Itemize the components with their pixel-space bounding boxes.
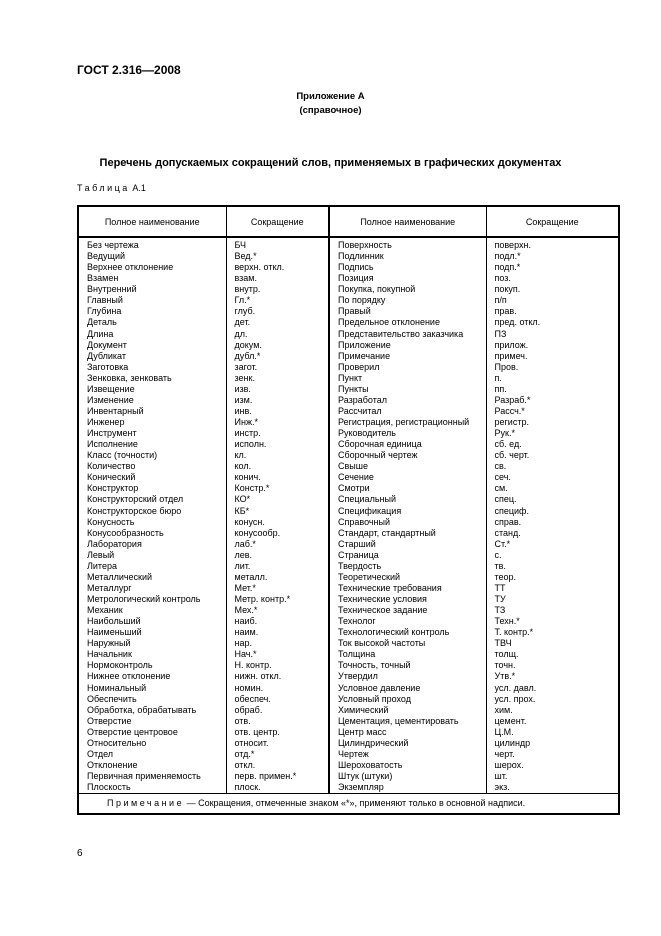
abbreviation-cell-left: конич. [226, 472, 329, 483]
abbreviation-cell-left: исполн. [226, 439, 329, 450]
abbreviation-cell-left: лаб.* [226, 539, 329, 550]
abbreviation-cell-right: п. [486, 373, 619, 384]
full-name-cell-left: Обеспечить [87, 693, 137, 704]
table-caption-word: Таблица [77, 183, 130, 193]
full-name-cell-right: Справочный [329, 517, 486, 528]
header-abbreviation-left: Сокращение [226, 206, 329, 237]
full-name-cell-left: Номинальный [87, 682, 147, 693]
table-row [78, 738, 619, 749]
table-row [78, 517, 619, 528]
full-name-cell-left: Левый [87, 549, 115, 560]
abbreviation-cell-left: КО* [226, 494, 329, 505]
full-name-cell-right: Техническое задание [329, 605, 486, 616]
abbreviation-cell-left: отв. [226, 716, 329, 727]
table-row [78, 494, 619, 505]
full-name-cell-left: Взамен [87, 273, 119, 284]
abbreviation-cell-right: п/п [486, 295, 619, 306]
abbreviation-cell-right: экз. [486, 782, 619, 794]
abbreviation-cell-left: Гл.* [226, 295, 329, 306]
table-row [78, 694, 619, 705]
abbreviation-cell-right: св. [486, 461, 619, 472]
note-label: Примечание [107, 798, 185, 809]
abbreviation-cell-right: подп.* [486, 262, 619, 273]
table-row [78, 605, 619, 616]
table-row [78, 306, 619, 317]
abbrev-table-body [78, 237, 619, 794]
full-name-cell-left: Верхнее отклонение [87, 262, 174, 273]
full-name-cell-left: Нижнее отклонение [87, 671, 171, 682]
full-name-cell-right: Точность, точный [329, 660, 486, 671]
abbreviation-cell-left: обеспеч. [226, 694, 329, 705]
header-full-name-left: Полное наименование [78, 206, 226, 237]
full-name-cell-left: Дубликат [87, 350, 126, 361]
table-row [78, 284, 619, 295]
abbreviation-cell-left: Вед.* [226, 251, 329, 262]
table-row [78, 340, 619, 351]
table-row [78, 594, 619, 605]
full-name-cell-right: Твердость [329, 561, 486, 572]
full-name-cell-right: Химический [329, 705, 486, 716]
full-name-cell-left: Класс (точности) [87, 450, 158, 461]
abbreviation-cell-left: кол. [226, 461, 329, 472]
abbreviation-cell-right: см. [486, 483, 619, 494]
abbreviation-cell-right: справ. [486, 517, 619, 528]
table-footer [78, 794, 619, 814]
full-name-cell-right: Регистрация, регистрационный [329, 417, 486, 428]
full-name-cell-left: Документ [87, 339, 127, 350]
abbreviation-cell-left: отд.* [226, 749, 329, 760]
abbreviation-cell-right: станд. [486, 528, 619, 539]
abbreviation-cell-left: внутр. [226, 284, 329, 295]
abbreviation-cell-left: плоск. [226, 782, 329, 794]
table-row [78, 317, 619, 328]
abbreviation-cell-left: глуб. [226, 306, 329, 317]
full-name-cell-right: Теоретический [329, 572, 486, 583]
full-name-cell-right: Предельное отклонение [329, 317, 486, 328]
table-row [78, 329, 619, 340]
full-name-cell-right: Центр масс [329, 727, 486, 738]
abbreviation-cell-right: Утв.* [486, 671, 619, 682]
full-name-cell-left: Конструкторское бюро [87, 505, 182, 516]
abbreviation-cell-right: шерох. [486, 760, 619, 771]
full-name-cell-left: Конусность [87, 516, 135, 527]
abbreviation-cell-right: поз. [486, 273, 619, 284]
full-name-cell-right: Подлинник [329, 251, 486, 262]
full-name-cell-left: Наименьший [87, 627, 142, 638]
full-name-cell-right: Поверхность [329, 237, 486, 251]
full-name-cell-right: По порядку [329, 295, 486, 306]
abbreviation-cell-left: изв. [226, 384, 329, 395]
abbreviation-cell-left: докум. [226, 340, 329, 351]
header-full-name-right: Полное наименование [329, 206, 486, 237]
full-name-cell-right: Представительство заказчика [329, 329, 486, 340]
full-name-cell-right: Разработал [329, 395, 486, 406]
table-row [78, 760, 619, 771]
full-name-cell-right: Страница [329, 550, 486, 561]
table-row [78, 583, 619, 594]
abbreviation-cell-right: Техн.* [486, 616, 619, 627]
full-name-cell-left: Внутренний [87, 284, 137, 295]
table-row [78, 705, 619, 716]
abbreviation-cell-right: поверхн. [486, 237, 619, 251]
full-name-cell-left: Изменение [87, 394, 134, 405]
abbreviation-cell-right: точн. [486, 660, 619, 671]
abbreviation-cell-right: черт. [486, 749, 619, 760]
full-name-cell-left: Количество [87, 461, 136, 472]
full-name-cell-left: Деталь [87, 317, 117, 328]
full-name-cell-right: Правый [329, 306, 486, 317]
abbreviation-cell-left: изм. [226, 395, 329, 406]
abbreviation-cell-left: нар. [226, 638, 329, 649]
abbreviation-cell-right: усл. давл. [486, 683, 619, 694]
annex-subtitle: (справочное) [299, 105, 362, 116]
full-name-cell-right: Покупка, покупной [329, 284, 486, 295]
full-name-cell-right: Приложение [329, 340, 486, 351]
full-name-cell-left: Лаборатория [87, 538, 142, 549]
full-name-cell-right: Технические требования [329, 583, 486, 594]
abbreviation-cell-left: относит. [226, 738, 329, 749]
full-name-cell-left: Длина [87, 328, 114, 339]
full-name-cell-right: Ток высокой частоты [329, 638, 486, 649]
table-row [78, 572, 619, 583]
full-name-cell-left: Зенковка, зенковать [87, 372, 172, 383]
full-name-cell-right: Чертеж [329, 749, 486, 760]
full-name-cell-left: Отверстие [87, 715, 132, 726]
abbreviation-cell-left: инстр. [226, 428, 329, 439]
abbreviation-cell-left: Мех.* [226, 605, 329, 616]
abbreviation-cell-left: наим. [226, 627, 329, 638]
abbreviation-cell-right: регистр. [486, 417, 619, 428]
table-row [78, 262, 619, 273]
abbreviation-cell-right: Ст.* [486, 539, 619, 550]
table-row [78, 461, 619, 472]
full-name-cell-left: Без чертежа [87, 240, 139, 250]
abbreviation-cell-right: хим. [486, 705, 619, 716]
abbreviation-cell-right: ТТ [486, 583, 619, 594]
full-name-cell-right: Условный проход [329, 694, 486, 705]
full-name-cell-right: Руководитель [329, 428, 486, 439]
table-row [78, 406, 619, 417]
full-name-cell-left: Конический [87, 472, 136, 483]
table-caption [77, 183, 146, 193]
abbreviation-cell-right: прилож. [486, 340, 619, 351]
annex-title: Приложение А [296, 91, 365, 102]
abbreviation-cell-left: наиб. [226, 616, 329, 627]
full-name-cell-right: Стандарт, стандартный [329, 528, 486, 539]
full-name-cell-left: Исполнение [87, 439, 138, 450]
abbreviation-cell-left: инв. [226, 406, 329, 417]
table-row [78, 439, 619, 450]
abbreviation-cell-right: цилиндр [486, 738, 619, 749]
abbreviation-cell-left: Метр. контр.* [226, 594, 329, 605]
abbreviation-cell-left: Мет.* [226, 583, 329, 594]
abbreviation-cell-right: толщ. [486, 649, 619, 660]
abbreviation-cell-left: номин. [226, 683, 329, 694]
full-name-cell-left: Ведущий [87, 251, 126, 262]
full-name-cell-right: Проверил [329, 362, 486, 373]
full-name-cell-left: Относительно [87, 737, 147, 748]
full-name-cell-right: Смотри [329, 483, 486, 494]
full-name-cell-right: Технолог [329, 616, 486, 627]
full-name-cell-right: Утвердил [329, 671, 486, 682]
table-row [78, 506, 619, 517]
full-name-cell-left: Инвентарный [87, 405, 144, 416]
table-note [78, 794, 619, 814]
abbreviation-cell-left: откл. [226, 760, 329, 771]
abbreviation-cell-right: ТЗ [486, 605, 619, 616]
abbreviation-cell-left: перв. примен.* [226, 771, 329, 782]
full-name-cell-left: Первичная применяемость [87, 771, 201, 781]
abbreviation-cell-left: загот. [226, 362, 329, 373]
abbreviation-cell-right: шт. [486, 771, 619, 782]
abbreviation-cell-left: нижн. откл. [226, 671, 329, 682]
table-row [78, 273, 619, 284]
abbreviation-cell-right: подл.* [486, 251, 619, 262]
table-row [78, 472, 619, 483]
full-name-cell-left: Главный [87, 295, 123, 306]
abbreviation-cell-right: усл. прох. [486, 694, 619, 705]
full-name-cell-left: Отверстие центровое [87, 726, 178, 737]
full-name-cell-left: Металлург [87, 582, 132, 593]
table-row [78, 638, 619, 649]
abbreviation-cell-right: примеч. [486, 351, 619, 362]
abbreviation-cell-right: ПЗ [486, 329, 619, 340]
abbreviation-cell-left: металл. [226, 572, 329, 583]
full-name-cell-left: Метрологический контроль [87, 594, 201, 604]
abbreviation-cell-right: Рук.* [486, 428, 619, 439]
full-name-cell-left: Отдел [87, 748, 114, 759]
abbreviation-cell-right: прав. [486, 306, 619, 317]
abbreviation-cell-right: Рассч.* [486, 406, 619, 417]
abbreviation-cell-right: пред. откл. [486, 317, 619, 328]
full-name-cell-left: Конструктор [87, 483, 139, 494]
full-name-cell-right: Подпись [329, 262, 486, 273]
full-name-cell-right: Сборочная единица [329, 439, 486, 450]
full-name-cell-right: Технологический контроль [329, 627, 486, 638]
table-row [78, 417, 619, 428]
abbreviation-cell-right: Разраб.* [486, 395, 619, 406]
abbreviation-cell-right: тв. [486, 561, 619, 572]
full-name-cell-right: Цементация, цементировать [329, 716, 486, 727]
full-name-cell-right: Цилиндрический [329, 738, 486, 749]
table-row [78, 362, 619, 373]
full-name-cell-left: Начальник [87, 649, 132, 660]
abbreviation-cell-left: отв. центр. [226, 727, 329, 738]
full-name-cell-right: Штук (штуки) [329, 771, 486, 782]
table-row [78, 539, 619, 550]
table-row [78, 649, 619, 660]
table-row [78, 450, 619, 461]
abbreviation-cell-right: цемент. [486, 716, 619, 727]
full-name-cell-left: Отклонение [87, 759, 138, 770]
full-name-cell-left: Заготовка [87, 361, 129, 372]
abbreviation-cell-left: кл. [226, 450, 329, 461]
abbreviation-cell-left: Инж.* [226, 417, 329, 428]
header-abbreviation-right: Сокращение [486, 206, 619, 237]
abbreviation-cell-right: Т. контр.* [486, 627, 619, 638]
table-row [78, 749, 619, 760]
full-name-cell-right: Шероховатость [329, 760, 486, 771]
abbreviation-cell-left: конусообр. [226, 528, 329, 539]
table-row [78, 771, 619, 782]
full-name-cell-right: Позиция [329, 273, 486, 284]
table-row [78, 727, 619, 738]
page-title: Перечень допускаемых сокращений слов, применяемых в графических документах [99, 157, 562, 169]
full-name-cell-left: Нормоконтроль [87, 660, 153, 671]
table-header [78, 206, 619, 237]
full-name-cell-right: Свыше [329, 461, 486, 472]
table-row [78, 295, 619, 306]
abbreviation-cell-right: сб. ед. [486, 439, 619, 450]
table-row [78, 716, 619, 727]
abbreviation-cell-left: обраб. [226, 705, 329, 716]
abbreviation-cell-right: спец. [486, 494, 619, 505]
abbreviation-cell-right: пп. [486, 384, 619, 395]
abbreviation-cell-right: сб. черт. [486, 450, 619, 461]
table-header-row [78, 206, 619, 237]
abbreviation-cell-right: специф. [486, 506, 619, 517]
full-name-cell-left: Наружный [87, 638, 131, 649]
table-row [78, 528, 619, 539]
abbreviations-table [77, 205, 620, 815]
table-row [78, 351, 619, 362]
abbreviation-cell-left: взам. [226, 273, 329, 284]
full-name-cell-right: Условное давление [329, 683, 486, 694]
full-name-cell-right: Сборочный чертеж [329, 450, 486, 461]
table-row [78, 550, 619, 561]
abbreviation-cell-right: покуп. [486, 284, 619, 295]
full-name-cell-left: Плоскость [87, 782, 131, 793]
abbreviation-cell-right: ТУ [486, 594, 619, 605]
abbreviation-cell-left: конусн. [226, 517, 329, 528]
table-row [78, 671, 619, 682]
abbreviation-cell-left: лит. [226, 561, 329, 572]
table-row [78, 251, 619, 262]
abbreviation-cell-right: Ц.М. [486, 727, 619, 738]
full-name-cell-right: Сечение [329, 472, 486, 483]
table-row [78, 660, 619, 671]
full-name-cell-left: Инженер [87, 417, 125, 427]
abbreviation-cell-right: сеч. [486, 472, 619, 483]
table-row [78, 616, 619, 627]
full-name-cell-left: Глубина [87, 306, 122, 317]
standard-code: ГОСТ 2.316—2008 [77, 63, 181, 77]
full-name-cell-left: Конусообразность [87, 527, 164, 538]
abbreviation-cell-right: теор. [486, 572, 619, 583]
note-row [78, 794, 619, 814]
full-name-cell-right: Пункты [329, 384, 486, 395]
full-name-cell-right: Специальный [329, 494, 486, 505]
full-name-cell-left: Механик [87, 605, 123, 616]
full-name-cell-left: Наибольший [87, 616, 141, 627]
abbreviation-cell-left: дет. [226, 317, 329, 328]
full-name-cell-right: Старший [329, 539, 486, 550]
table-row [78, 483, 619, 494]
table-row [78, 395, 619, 406]
full-name-cell-left: Конструкторский отдел [87, 494, 184, 505]
full-name-cell-right: Технические условия [329, 594, 486, 605]
full-name-cell-right: Экземпляр [329, 782, 486, 794]
abbreviation-cell-left: Констр.* [226, 483, 329, 494]
abbreviation-cell-left: дл. [226, 329, 329, 340]
abbreviation-cell-left: лев. [226, 550, 329, 561]
full-name-cell-right: Толщина [329, 649, 486, 660]
full-name-cell-left: Металлический [87, 571, 153, 582]
full-name-cell-right: Спецификация [329, 506, 486, 517]
abbreviation-cell-left: Нач.* [226, 649, 329, 660]
table-row [78, 561, 619, 572]
note-text: — Сокращения, отмеченные знаком «*», применяют только в основной надписи. [186, 798, 526, 809]
table-row [78, 373, 619, 384]
full-name-cell-right: Примечание [329, 351, 486, 362]
full-name-cell-right: Рассчитал [329, 406, 486, 417]
page-number: 6 [77, 848, 83, 859]
table-row [78, 782, 619, 794]
abbreviation-cell-right: ТВЧ [486, 638, 619, 649]
table-row [78, 237, 619, 251]
full-name-cell-left: Обработка, обрабатывать [87, 704, 197, 715]
table-row [78, 683, 619, 694]
abbreviation-cell-left: зенк. [226, 373, 329, 384]
full-name-cell-right: Пункт [329, 373, 486, 384]
abbreviation-cell-left: Н. контр. [226, 660, 329, 671]
abbreviation-cell-right: Пров. [486, 362, 619, 373]
abbreviation-cell-left: КБ* [226, 506, 329, 517]
abbreviation-cell-right: с. [486, 550, 619, 561]
abbreviation-cell-left: БЧ [226, 237, 329, 251]
full-name-cell-left: Извещение [87, 383, 135, 394]
table-row [78, 627, 619, 638]
full-name-cell-left: Литера [87, 560, 117, 571]
abbreviation-cell-left: дубл.* [226, 351, 329, 362]
abbreviation-cell-left: верхн. откл. [226, 262, 329, 273]
table-row [78, 428, 619, 439]
full-name-cell-left: Инструмент [87, 428, 137, 439]
table-row [78, 384, 619, 395]
table-caption-number: А.1 [132, 183, 146, 193]
